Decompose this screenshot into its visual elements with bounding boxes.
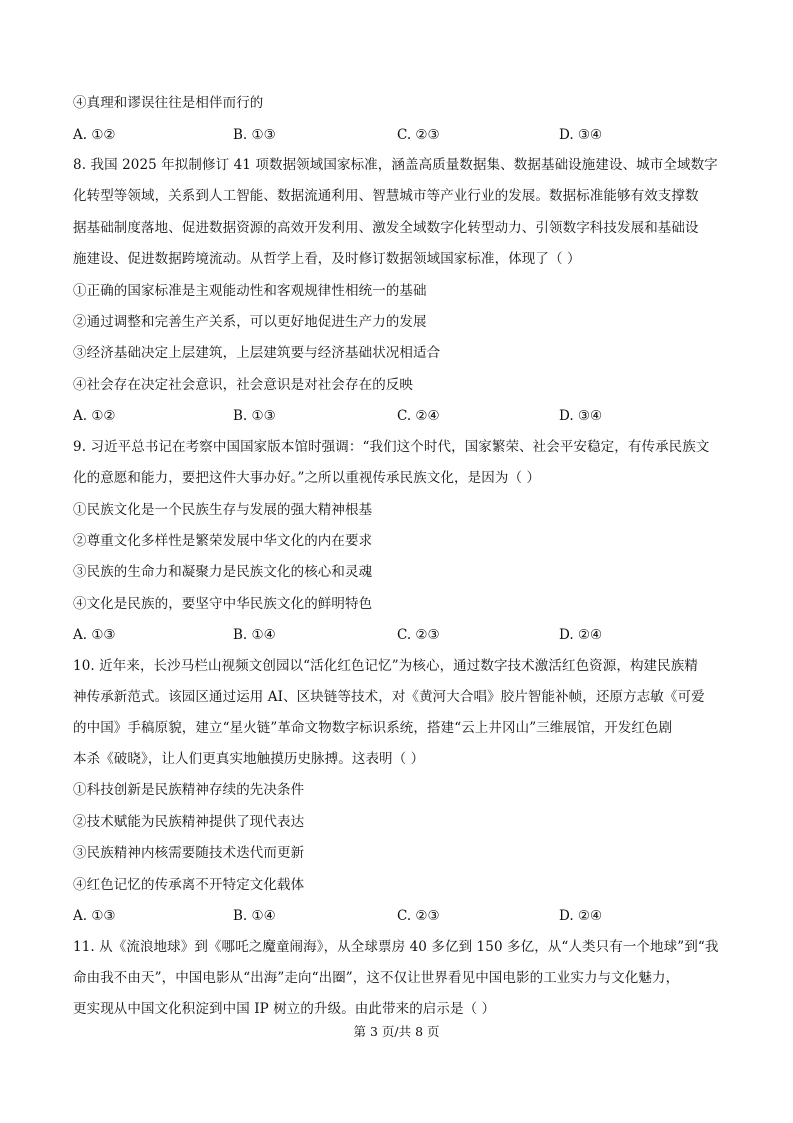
option-text: ④真理和谬误往往是相伴而行的 xyxy=(73,95,264,111)
choice-c: C. ②③ xyxy=(397,627,440,643)
question-stem-line: 命由我不由天”，中国电影从“出海”走向“出圈”，这不仅让世界看见中国电影的工业实力与文化魅力， xyxy=(73,970,680,986)
option-text: ②尊重文化多样性是繁荣发展中华文化的内在要求 xyxy=(73,533,373,549)
answer-choices-row xyxy=(73,406,673,426)
choice-d: D. ②④ xyxy=(559,627,603,643)
option-text: ④文化是民族的，要坚守中华民族文化的鲜明特色 xyxy=(73,596,373,612)
choice-b: B. ①③ xyxy=(233,127,276,143)
answer-choices-row xyxy=(73,906,673,926)
choice-b: B. ①③ xyxy=(233,408,276,424)
question-stem-line: 化转型等领域，关系到人工智能、数据流通利用、智慧城市等产业行业的发展。数据标准能够有效支撑数 xyxy=(73,188,699,204)
choice-c: C. ②③ xyxy=(397,127,440,143)
choice-a: A. ①③ xyxy=(73,908,116,924)
answer-choices-row xyxy=(73,125,673,145)
question-stem-line: 9. 习近平总书记在考察中国国家版本馆时强调：“我们这个时代，国家繁荣、社会平安稳定，有传承民族文 xyxy=(73,439,710,455)
option-text: ④红色记忆的传承离不开特定文化载体 xyxy=(73,877,305,893)
choice-b: B. ①④ xyxy=(233,627,276,643)
page-footer: 第 3 页/共 8 页 xyxy=(353,1024,440,1039)
option-text: ②通过调整和完善生产关系，可以更好地促进生产力的发展 xyxy=(73,314,427,330)
question-stem-line: 11. 从《流浪地球》到《哪吒之魔童闹海》，从全球票房 40 多亿到 150 多亿，从“人类只有一个地球”到“我 xyxy=(73,939,719,955)
option-text: ①民族文化是一个民族生存与发展的强大精神根基 xyxy=(73,502,373,518)
question-stem-line: 本杀《破晓》，让人们更真实地触摸历史脉搏。这表明（ ） xyxy=(73,751,425,767)
choice-c: C. ②④ xyxy=(397,408,440,424)
choice-d: D. ③④ xyxy=(559,408,603,424)
answer-choices-row xyxy=(73,625,673,645)
choice-d: D. ②④ xyxy=(559,908,603,924)
question-stem-line: 神传承新范式。该园区通过运用 AI、区块链等技术，对《黄河大合唱》胶片智能补帧，还原方志敏《可爱 xyxy=(73,689,705,705)
question-stem-line: 化的意愿和能力，要把这件大事办好。”之所以重视传承民族文化，是因为（ ） xyxy=(73,470,541,486)
question-stem-line: 的中国》手稿原貌，建立“星火链”革命文物数字标识系统，搭建“云上井冈山”三维展馆，开发红色剧 xyxy=(73,720,673,736)
question-stem-line: 10. 近年来，长沙马栏山视频文创园以“活化红色记忆”为核心，通过数字技术激活红色资源，构建民族精 xyxy=(73,658,698,674)
choice-a: A. ①③ xyxy=(73,627,116,643)
question-stem-line: 8. 我国 2025 年拟制修订 41 项数据领域国家标准，涵盖高质量数据集、数据基础设施建设、城市全域数字 xyxy=(73,157,718,173)
option-text: ①科技创新是民族精神存续的先决条件 xyxy=(73,782,305,798)
option-text: ③民族的生命力和凝聚力是民族文化的核心和灵魂 xyxy=(73,564,373,580)
question-stem-line: 据基础制度落地、促进数据资源的高效开发利用、激发全域数字化转型动力、引领数字科技发展和基础设 xyxy=(73,220,699,236)
question-stem-line: 更实现从中国文化积淀到中国 IP 树立的升级。由此带来的启示是（ ） xyxy=(73,1001,496,1017)
question-stem-line: 施建设、促进数据跨境流动。从哲学上看，及时修订数据领域国家标准，体现了（ ） xyxy=(73,251,581,267)
choice-d: D. ③④ xyxy=(559,127,603,143)
option-text: ③经济基础决定上层建筑，上层建筑要与经济基础状况相适合 xyxy=(73,345,441,361)
option-text: ③民族精神内核需要随技术迭代而更新 xyxy=(73,845,305,861)
choice-c: C. ②③ xyxy=(397,908,440,924)
choice-a: A. ①② xyxy=(73,408,116,424)
option-text: ②技术赋能为民族精神提供了现代表达 xyxy=(73,814,305,830)
option-text: ④社会存在决定社会意识，社会意识是对社会存在的反映 xyxy=(73,377,413,393)
option-text: ①正确的国家标准是主观能动性和客观规律性相统一的基础 xyxy=(73,283,427,299)
choice-a: A. ①② xyxy=(73,127,116,143)
choice-b: B. ①④ xyxy=(233,908,276,924)
